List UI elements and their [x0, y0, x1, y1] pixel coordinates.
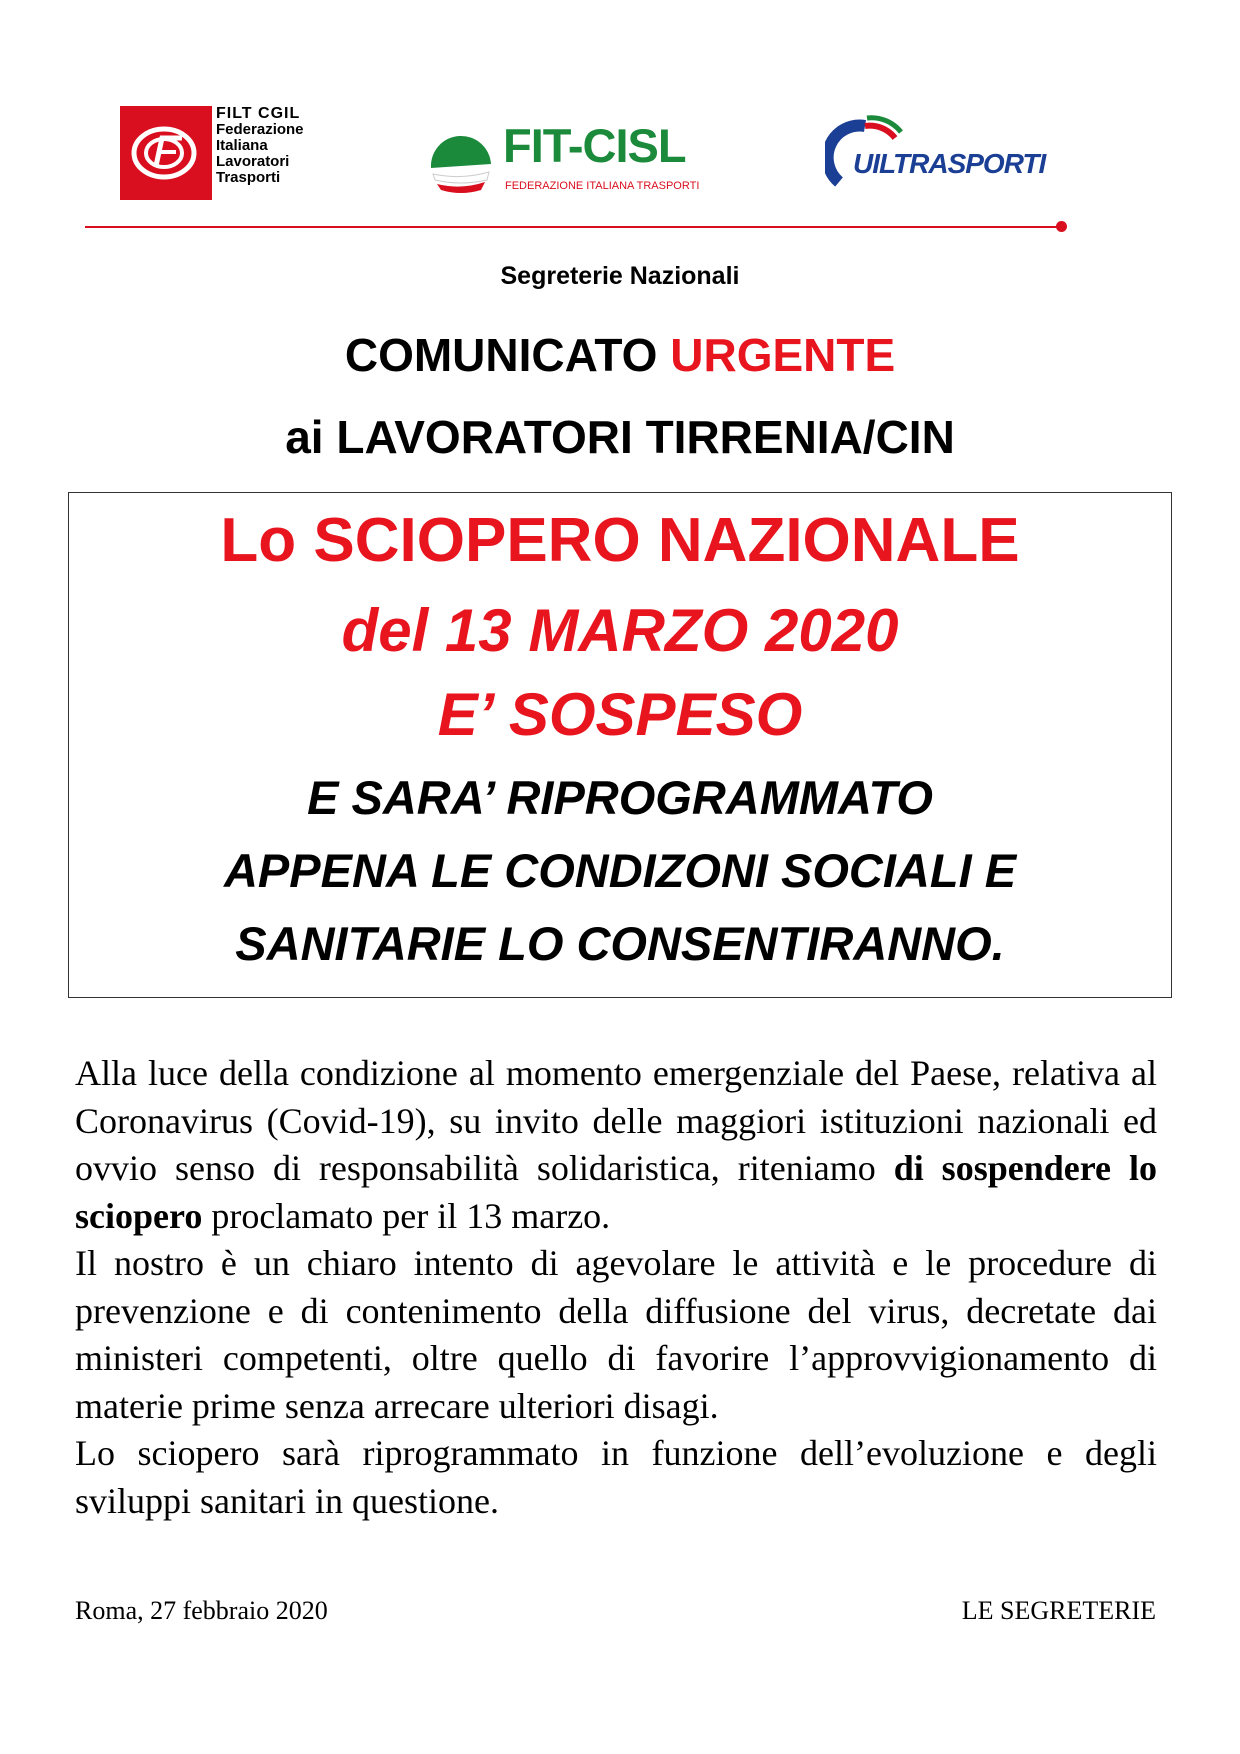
- announcement-line-5: APPENA LE CONDIZONI SOCIALI E: [223, 844, 1017, 897]
- comunicato-heading: [0, 328, 1240, 382]
- uiltrasporti-logo: [825, 112, 1065, 202]
- filt-cgil-logo: [120, 106, 320, 200]
- urgente-label: URGENTE: [670, 329, 896, 381]
- announcement-line-2: del 13 MARZO 2020: [341, 597, 899, 664]
- header-divider: [85, 226, 1060, 228]
- filt-line-3: Italiana: [216, 137, 268, 154]
- paragraph-1-bold: di sospendere lo sciopero: [75, 1148, 1158, 1236]
- fit-emblem-icon: [425, 124, 497, 196]
- announcement-line-4: E SARA’ RIPROGRAMMATO: [307, 771, 933, 824]
- announcement-box: [68, 492, 1172, 998]
- filt-emblem-icon: [120, 106, 212, 200]
- divider-dot: [1056, 221, 1067, 232]
- comunicato-label: COMUNICATO: [344, 329, 658, 381]
- paragraph-1-end: proclamato per il 13 marzo.: [202, 1195, 611, 1236]
- paragraph-1: [75, 1050, 1157, 1240]
- announcement-line-3: E’ SOSPESO: [437, 681, 803, 748]
- segreterie-nazionali: Segreterie Nazionali: [500, 262, 740, 290]
- signature: LE SEGRETERIE: [961, 1596, 1156, 1625]
- filt-line-4: Lavoratori: [216, 153, 290, 170]
- recipients-heading: ai LAVORATORI TIRRENIA/CIN: [285, 411, 955, 463]
- filt-line-2: Federazione: [216, 121, 304, 138]
- filt-line-1: FILT CGIL: [216, 105, 301, 122]
- announcement-line-6: SANITARIE LO CONSENTIRANNO.: [235, 917, 1005, 970]
- paragraph-2: Il nostro è un chiaro intento di agevolare le attività e le procedure di prevenzione e di contenimento della diffusione del virus, decretate dai ministeri competenti, oltre quello di favorire l’approvvigionamento di materie prime senza arrecare ulteriori disagi.: [75, 1243, 1157, 1426]
- fit-subtitle: FEDERAZIONE ITALIANA TRASPORTI: [505, 180, 700, 192]
- paragraph-3: Lo sciopero sarà riprogrammato in funzione dell’evoluzione e degli sviluppi sanitari in questione.: [75, 1433, 1157, 1521]
- paragraph-1-start: Alla luce della condizione al momento emergenziale del Paese, relativa al Coronavirus (Covid-19), su invito delle maggiori istituzioni nazionali ed ovvio senso di responsabilità solidaristica, riteniamo: [75, 1053, 1157, 1188]
- fit-name: FIT-CISL: [503, 119, 686, 172]
- uil-name: UILTRASPORTI: [853, 148, 1046, 179]
- fit-cisl-logo: [425, 119, 705, 202]
- filt-line-5: Trasporti: [216, 169, 281, 186]
- body-text: [75, 1050, 1157, 1525]
- announcement-line-1: Lo SCIOPERO NAZIONALE: [220, 506, 1020, 575]
- place-date: Roma, 27 febbraio 2020: [75, 1596, 328, 1625]
